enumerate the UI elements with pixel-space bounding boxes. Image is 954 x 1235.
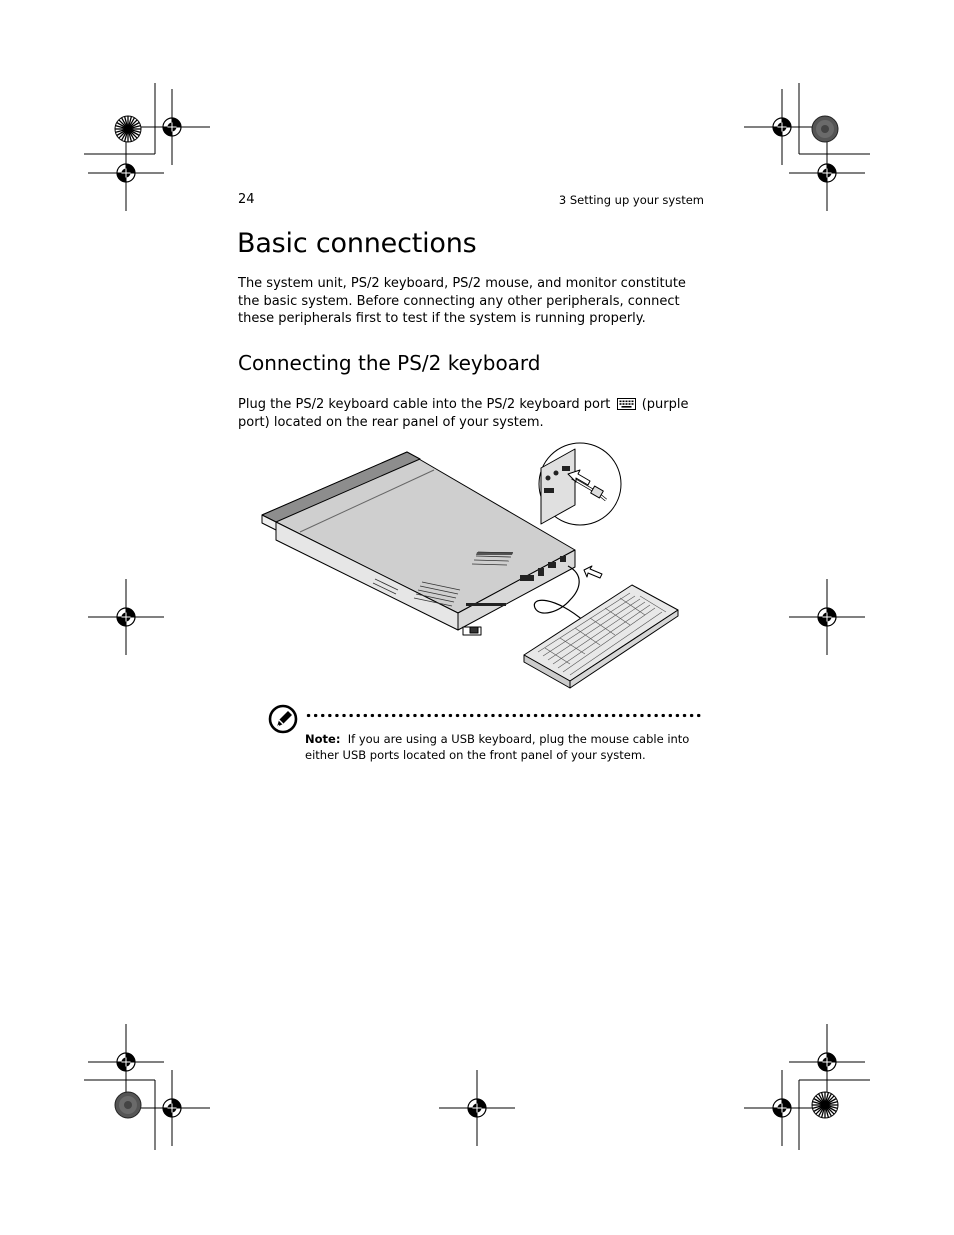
instruction-text-after: (purple port) located on the rear panel of your system.	[238, 397, 689, 430]
section-title: Basic connections	[237, 228, 477, 259]
page-number: 24	[238, 192, 255, 207]
instruction-text-before: Plug the PS/2 keyboard cable into the PS/2 keyboard port	[238, 397, 611, 412]
note-pen-icon	[268, 703, 298, 735]
note-dotted-rule	[305, 713, 703, 718]
intro-paragraph: The system unit, PS/2 keyboard, PS/2 mouse, and monitor constitute the basic system. Before connecting any other peripherals, connect these peripherals first to test if the system is running properly.	[238, 276, 686, 327]
keyboard-port-icon	[617, 398, 636, 410]
subsection-title: Connecting the PS/2 keyboard	[238, 351, 541, 375]
note-label: Note:	[305, 732, 341, 746]
note-body	[305, 731, 705, 763]
note-text: If you are using a USB keyboard, plug the mouse cable into either USB ports located on the front panel of your system.	[305, 732, 690, 762]
server-keyboard-illustration	[256, 440, 686, 690]
running-head: 3 Setting up your system	[558, 193, 704, 207]
instruction-paragraph	[238, 396, 708, 431]
